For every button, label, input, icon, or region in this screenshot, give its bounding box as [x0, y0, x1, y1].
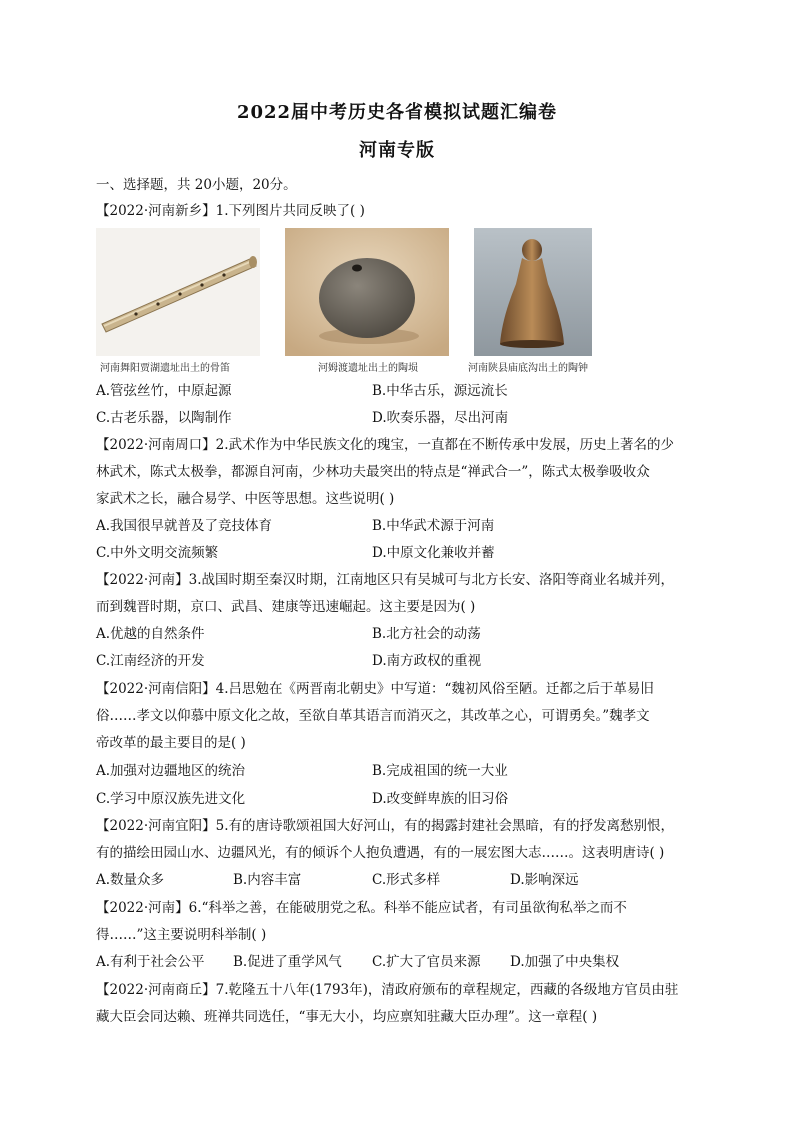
- question-6-stem: 得……”这主要说明科举制( ): [96, 927, 267, 943]
- bone-flute-photo: [96, 228, 260, 356]
- clay-xun-icon: [285, 228, 449, 356]
- q4-option-b[interactable]: B.完成祖国的统一大业: [372, 763, 508, 779]
- clay-bell-photo: [474, 228, 592, 356]
- question-3-stem: 【2022·河南】3.战国时期至秦汉时期，江南地区只有吴城可与北方长安、洛阳等商业名城并列，: [96, 572, 675, 588]
- clay-bell-caption: 河南陕县庙底沟出土的陶钟: [468, 363, 588, 374]
- question-5-stem: 有的描绘田园山水、边疆风光，有的倾诉个人抱负遭遇，有的一展宏图大志……。这表明唐诗( ): [96, 845, 665, 861]
- q6-option-c[interactable]: C.扩大了官员来源: [372, 954, 481, 970]
- q4-option-a[interactable]: A.加强对边疆地区的统治: [96, 763, 246, 779]
- q3-option-d[interactable]: D.南方政权的重视: [372, 653, 482, 669]
- q3-option-a[interactable]: A.优越的自然条件: [96, 626, 205, 642]
- bone-flute-icon: [96, 228, 260, 356]
- clay-bell-icon: [474, 228, 592, 356]
- q2-option-a[interactable]: A.我国很早就普及了竞技体育: [96, 518, 273, 534]
- q5-option-a[interactable]: A.数量众多: [96, 872, 165, 888]
- question-4-stem: 俗……孝文以仰慕中原文化之故，至欲自革其语言而消灭之，其改革之心，可谓勇矣。”魏孝文: [96, 708, 650, 724]
- question-3-stem: 而到魏晋时期，京口、武昌、建康等迅速崛起。这主要是因为( ): [96, 599, 476, 615]
- q2-option-c[interactable]: C.中外文明交流频繁: [96, 545, 219, 561]
- question-2-stem: 家武术之长，融合易学、中医等思想。这些说明( ): [96, 491, 395, 507]
- question-4-stem: 帝改革的最主要目的是( ): [96, 735, 246, 751]
- question-1-stem: 【2022·河南新乡】1.下列图片共同反映了( ): [96, 203, 365, 219]
- q1-option-a[interactable]: A.管弦丝竹，中原起源: [96, 383, 232, 399]
- q6-option-a[interactable]: A.有利于社会公平: [96, 954, 205, 970]
- q1-option-b[interactable]: B.中华古乐，源远流长: [372, 383, 508, 399]
- bone-flute-caption: 河南舞阳贾湖遗址出土的骨笛: [100, 363, 230, 374]
- question-7-stem: 【2022·河南商丘】7.乾隆五十八年(1793年)，清政府颁布的章程规定，西藏的各级地方官员由驻: [96, 982, 679, 998]
- question-2-stem: 林武术，陈式太极拳，都源自河南，少林功夫最突出的特点是“禅武合一”，陈式太极拳吸收众: [96, 464, 650, 480]
- q1-option-c[interactable]: C.古老乐器，以陶制作: [96, 410, 232, 426]
- question-4-stem: 【2022·河南信阳】4.吕思勉在《两晋南北朝史》中写道：“魏初风俗至陋。迁都之后于革易旧: [96, 681, 654, 697]
- q5-option-d[interactable]: D.影响深远: [510, 872, 579, 888]
- clay-xun-caption: 河姆渡遗址出土的陶埙: [318, 363, 418, 374]
- q4-option-c[interactable]: C.学习中原汉族先进文化: [96, 791, 246, 807]
- q4-option-d[interactable]: D.改变鲜卑族的旧习俗: [372, 791, 509, 807]
- q3-option-b[interactable]: B.北方社会的动荡: [372, 626, 481, 642]
- q2-option-b[interactable]: B.中华武术源于河南: [372, 518, 495, 534]
- section-heading: 一、选择题，共 20小题，20分。: [96, 177, 297, 193]
- q3-option-c[interactable]: C.江南经济的开发: [96, 653, 205, 669]
- clay-xun-photo: [285, 228, 449, 356]
- exam-title: 2022届中考历史各省模拟试题汇编卷: [236, 102, 558, 123]
- q2-option-d[interactable]: D.中原文化兼收并蓄: [372, 545, 495, 561]
- q1-option-d[interactable]: D.吹奏乐器，尽出河南: [372, 410, 509, 426]
- question-2-stem: 【2022·河南周口】2.武术作为中华民族文化的瑰宝，一直都在不断传承中发展，历史上著名的少: [96, 437, 675, 453]
- q6-option-d[interactable]: D.加强了中央集权: [510, 954, 620, 970]
- question-5-stem: 【2022·河南宜阳】5.有的唐诗歌颂祖国大好河山，有的揭露封建社会黑暗，有的抒发离愁别恨，: [96, 818, 675, 834]
- exam-subtitle: 河南专版: [359, 140, 435, 161]
- q6-option-b[interactable]: B.促进了重学风气: [233, 954, 342, 970]
- q5-option-b[interactable]: B.内容丰富: [233, 872, 302, 888]
- question-6-stem: 【2022·河南】6.“科举之善，在能破朋党之私。科举不能应试者，有司虽欲徇私举之而不: [96, 900, 627, 916]
- q5-option-c[interactable]: C.形式多样: [372, 872, 441, 888]
- question-7-stem: 藏大臣会同达赖、班禅共同选任，“事无大小，均应禀知驻藏大臣办理”。这一章程( ): [96, 1009, 598, 1025]
